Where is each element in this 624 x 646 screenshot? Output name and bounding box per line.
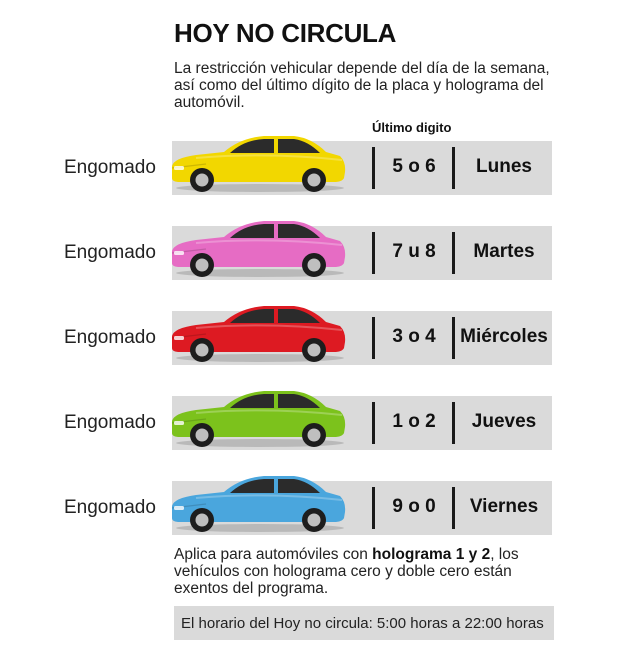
note-suffix: , los vehículos con holograma cero y doble cero están exentos del programa. — [174, 546, 519, 597]
divider — [372, 147, 375, 189]
weekday: Miércoles — [460, 326, 548, 347]
divider — [372, 232, 375, 274]
plate-digits: 3 o 4 — [392, 326, 436, 347]
engomado-label: Engomado — [64, 412, 156, 433]
hologram-note — [174, 546, 544, 597]
divider — [452, 317, 455, 359]
divider — [452, 487, 455, 529]
plate-digits: 9 o 0 — [392, 496, 436, 517]
schedule-text: El horario del Hoy no circula: 5:00 horas a 22:00 horas — [181, 615, 544, 632]
car-icon — [166, 298, 350, 366]
restriction-row — [0, 481, 624, 537]
engomado-label: Engomado — [64, 242, 156, 263]
car-icon — [166, 383, 350, 451]
weekday: Martes — [473, 241, 535, 262]
divider — [372, 402, 375, 444]
schedule-box — [174, 606, 554, 640]
restriction-row — [0, 226, 624, 282]
weekday: Viernes — [469, 496, 539, 517]
divider — [372, 487, 375, 529]
plate-digits: 5 o 6 — [392, 156, 436, 177]
subtitle: La restricción vehicular depende del día de la semana, así como del último dígito de la placa y holograma del automóvil. — [174, 60, 550, 111]
divider — [372, 317, 375, 359]
page-title: HOY NO CIRCULA — [174, 18, 397, 48]
divider — [452, 232, 455, 274]
engomado-label: Engomado — [64, 497, 156, 518]
weekday: Lunes — [476, 156, 532, 177]
engomado-label: Engomado — [64, 157, 156, 178]
engomado-label: Engomado — [64, 327, 156, 348]
divider — [452, 402, 455, 444]
last-digit-column-header: Último digito — [372, 120, 452, 135]
note-prefix: Aplica para automóviles con — [174, 546, 373, 563]
divider — [452, 147, 455, 189]
restriction-row — [0, 311, 624, 367]
note-bold: holograma 1 y 2 — [372, 546, 491, 563]
weekday: Jueves — [471, 411, 537, 432]
car-icon — [166, 468, 350, 536]
car-icon — [166, 128, 350, 196]
plate-digits: 1 o 2 — [392, 411, 436, 432]
restriction-row — [0, 396, 624, 452]
plate-digits: 7 u 8 — [392, 241, 436, 262]
restriction-row — [0, 141, 624, 197]
car-icon — [166, 213, 350, 281]
